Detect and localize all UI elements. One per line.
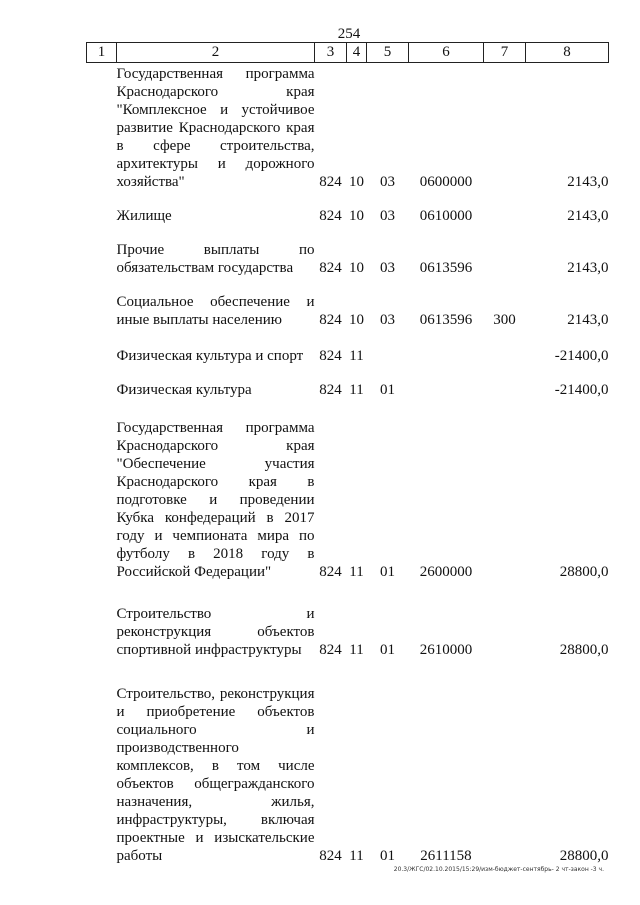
row-col-3: 824 — [319, 564, 342, 580]
row-col-5: 01 — [380, 564, 395, 580]
row-col-4: 10 — [349, 260, 364, 276]
row-spacer-cell — [87, 277, 609, 293]
row-col-7: 300 — [493, 312, 516, 328]
row-spacer-cell — [87, 581, 609, 605]
row-name: Прочие выплаты по обязательствам государства — [116, 242, 315, 276]
row-col-8: 28800,0 — [559, 564, 609, 580]
row-number-cell — [87, 207, 117, 225]
row-col-5: 03 — [380, 312, 395, 328]
row-col-4: 11 — [349, 848, 364, 864]
row-col-5: 03 — [380, 208, 395, 224]
row-col-5: 01 — [380, 848, 395, 864]
row-col-8: 2143,0 — [567, 208, 609, 224]
column-header-4: 4 — [347, 43, 367, 63]
row-spacer — [87, 659, 609, 685]
row-col-8: 28800,0 — [559, 642, 609, 658]
row-col-7 — [484, 419, 526, 581]
row-col-3: 824 — [319, 348, 342, 364]
table-row — [87, 605, 609, 659]
row-number-cell — [87, 241, 117, 277]
row-col-4: 11 — [349, 564, 364, 580]
row-col-3: 824 — [319, 848, 342, 864]
column-header-7: 7 — [484, 43, 526, 63]
row-col-5 — [367, 347, 409, 365]
row-col-4: 11 — [349, 382, 364, 398]
row-col-8: 28800,0 — [559, 848, 609, 864]
row-col-6: 0610000 — [419, 208, 473, 224]
row-col-8: 2143,0 — [567, 174, 609, 190]
row-col-3: 824 — [319, 382, 342, 398]
row-col-7 — [484, 685, 526, 865]
row-spacer-cell — [87, 191, 609, 207]
row-col-5: 03 — [380, 174, 395, 190]
row-number-cell — [87, 65, 117, 191]
row-spacer-cell — [87, 365, 609, 381]
row-col-4: 10 — [349, 208, 364, 224]
row-number-cell — [87, 419, 117, 581]
row-col-7 — [484, 605, 526, 659]
table-row — [87, 347, 609, 365]
row-col-6: 2610000 — [419, 642, 473, 658]
row-col-7 — [484, 207, 526, 225]
row-name: Социальное обеспечение и иные выплаты населению — [116, 294, 315, 328]
row-col-7 — [484, 241, 526, 277]
footer-note: 20.3/ЖГС/02.10.2015/15:29/изм-бюджет-сентябрь- 2 чт-закон -3 ч. — [393, 866, 604, 873]
row-col-3: 824 — [319, 260, 342, 276]
column-header-5: 5 — [367, 43, 409, 63]
row-spacer — [87, 191, 609, 207]
row-number-cell — [87, 347, 117, 365]
row-col-6: 2600000 — [419, 564, 473, 580]
row-spacer-cell — [87, 399, 609, 419]
table-row — [87, 685, 609, 865]
column-header-8: 8 — [526, 43, 609, 63]
row-col-5: 01 — [380, 642, 395, 658]
row-spacer — [87, 277, 609, 293]
column-header-1: 1 — [87, 43, 117, 63]
row-col-8: 2143,0 — [567, 260, 609, 276]
table-header — [87, 43, 609, 63]
row-spacer — [87, 399, 609, 419]
budget-table — [86, 42, 609, 865]
row-number-cell — [87, 605, 117, 659]
column-header-2: 2 — [117, 43, 315, 63]
row-name: Государственная программа Краснодарского края "Обеспечение участия Краснодарского края в подготовке и проведении Кубка конфедераций в 2017 году и чемпионата мира по футболу в 2018 году в Российской Федерации" — [116, 420, 315, 580]
row-col-3: 824 — [319, 174, 342, 190]
row-col-3: 824 — [319, 208, 342, 224]
row-spacer-cell — [87, 659, 609, 685]
row-col-6: 2611158 — [420, 848, 472, 864]
row-col-7 — [484, 65, 526, 191]
row-col-8: -21400,0 — [554, 382, 609, 398]
table-body — [87, 63, 609, 866]
row-col-5: 03 — [380, 260, 395, 276]
row-spacer — [87, 365, 609, 381]
row-spacer-cell — [87, 329, 609, 347]
row-col-6 — [409, 347, 484, 365]
row-col-3: 824 — [319, 312, 342, 328]
row-col-4: 11 — [349, 642, 364, 658]
row-spacer — [87, 329, 609, 347]
row-name: Строительство и реконструкция объектов спортивной инфраструктуры — [116, 606, 315, 658]
row-name: Строительство, реконструкция и приобретение объектов социального и производственного комплексов, в том числе объектов общегражданского назначения, жилья, инфраструктуры, включая проектные и изыскательские работы — [116, 686, 315, 864]
row-col-6: 0613596 — [419, 312, 473, 328]
row-spacer — [87, 225, 609, 241]
page-number: 254 — [337, 26, 361, 42]
column-header-6: 6 — [409, 43, 484, 63]
row-number-cell — [87, 381, 117, 399]
table-row — [87, 241, 609, 277]
row-spacer — [87, 581, 609, 605]
row-col-6 — [409, 381, 484, 399]
row-number-cell — [87, 293, 117, 329]
row-col-6: 0600000 — [419, 174, 473, 190]
row-col-4: 11 — [349, 348, 364, 364]
table-row — [87, 419, 609, 581]
row-col-6: 0613596 — [419, 260, 473, 276]
table-row — [87, 65, 609, 191]
row-name: Физическая культура — [116, 382, 252, 398]
row-col-4: 10 — [349, 312, 364, 328]
table-row — [87, 381, 609, 399]
row-col-8: -21400,0 — [554, 348, 609, 364]
row-number-cell — [87, 685, 117, 865]
row-col-7 — [484, 381, 526, 399]
table-row — [87, 207, 609, 225]
row-name: Государственная программа Краснодарского края "Комплексное и устойчивое развитие Краснодарского края в сфере строительства, архитектуры и дорожного хозяйства" — [116, 66, 315, 190]
row-spacer-cell — [87, 225, 609, 241]
row-col-3: 824 — [319, 642, 342, 658]
row-col-8: 2143,0 — [567, 312, 609, 328]
row-col-4: 10 — [349, 174, 364, 190]
row-col-7 — [484, 347, 526, 365]
column-header-3: 3 — [315, 43, 347, 63]
row-col-5: 01 — [380, 382, 395, 398]
table-row — [87, 293, 609, 329]
row-name: Физическая культура и спорт — [116, 348, 304, 364]
row-name: Жилище — [116, 208, 172, 224]
